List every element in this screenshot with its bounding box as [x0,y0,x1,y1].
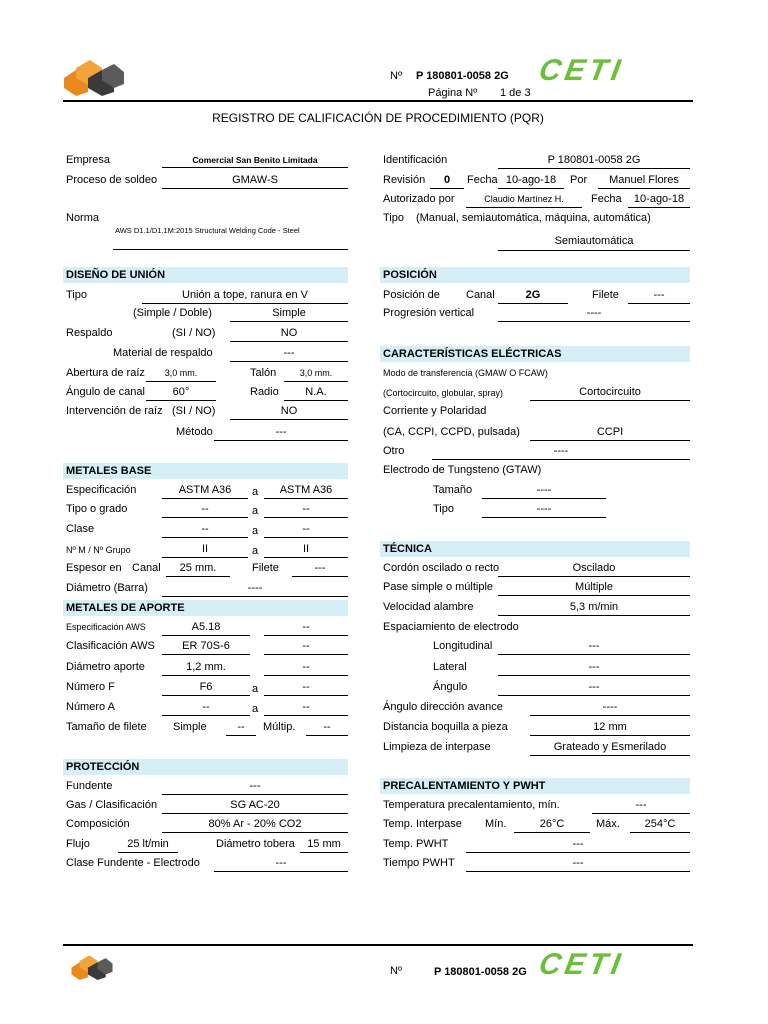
tungsteno-tipo-value: ---- [482,503,606,518]
tamano-filete-label: Tamaño de filete [66,721,147,733]
metal-base-value-2: II [264,543,348,558]
otro-value: ---- [432,445,690,460]
metal-aporte-value-1: F6 [162,681,250,696]
abertura-value: 3,0 mm. [146,368,216,382]
metal-aporte-value-2: -- [264,681,348,696]
diseno-tipo-label: Tipo [66,289,87,301]
espaciamiento-sub-label: Ángulo [433,681,468,693]
svg-text:CETI: CETI [540,950,627,978]
tungsteno-label: Electrodo de Tungsteno (GTAW) [383,464,542,476]
respaldo-si-no: (SI / NO) [172,327,216,339]
respaldo-label: Respaldo [66,327,113,339]
intervencion-si-no: (SI / NO) [172,405,216,417]
page-title: REGISTRO DE CALIFICACIÓN DE PROCEDIMIENTO (PQR) [212,111,544,125]
ceti-logo [540,56,686,87]
fecha-value: 10-ago-18 [498,174,564,189]
pwht-heading: PRECALENTAMIENTO Y PWHT [380,778,690,794]
footer-no-label: Nº [390,965,402,977]
footer-rule [63,944,693,946]
flujo-value: 25 lt/min [118,838,178,853]
proceso-value: GMAW-S [162,174,348,189]
respaldo-value: NO [230,327,348,342]
diametro-barra-value: ---- [162,582,348,597]
tipo-value: Semiautomática [498,235,690,251]
posicion-filete-value: --- [628,289,690,304]
tamano-value: ---- [482,484,606,499]
fecha2-label: Fecha [591,193,622,205]
fecha2-value: 10-ago-18 [628,193,690,208]
interpase-max-label: Máx. [596,818,620,830]
intervencion-value: NO [230,405,348,420]
composicion-value: 80% Ar - 20% CO2 [162,818,348,833]
radio-label: Radio [250,386,279,398]
metal-aporte-value-2: -- [264,621,348,636]
tecnica-value: Múltiple [498,581,690,596]
modo-transferencia-value: Cortocircuito [530,386,690,401]
ident-value: P 180801-0058 2G [498,154,690,169]
header-page-label: Página Nº [428,87,478,99]
metal-base-a: a [252,545,259,557]
tipo-label: Tipo [383,212,404,224]
modo-transferencia-label: Modo de transferencia (GMAW O FCAW) [383,368,548,378]
tecnica-label: Limpieza de interpase [383,741,491,753]
autorizado-value: Claudio Martínez H. [466,194,582,208]
empresa-value: Comercial San Benito Limitada [162,155,348,168]
svg-text:CETI: CETI [540,56,627,84]
metales-aporte-heading: METALES DE APORTE [63,600,348,616]
tecnica-label: Ángulo dirección avance [383,701,503,713]
espesor-filete-value: --- [292,562,348,577]
material-respaldo-value: --- [230,347,348,362]
header-page-value: 1 de 3 [500,87,531,99]
header-doc-number: P 180801-0058 2G [416,70,509,82]
metal-aporte-label: Clasificación AWS [66,640,155,652]
temp-precal-value: --- [592,799,690,814]
metal-aporte-label: Número F [66,681,115,693]
empresa-label: Empresa [66,154,111,166]
espesor-filete-label: Filete [252,562,279,574]
filete-simple-label: Simple [173,721,207,733]
metal-aporte-value-1: ER 70S-6 [162,640,250,655]
tecnica-heading: TÉCNICA [380,541,690,557]
norma-value: AWS D1.1/D1.1M:2015 Structural Welding Code - Steel [115,226,300,235]
revision-label: Revisión [383,174,426,186]
otro-label: Otro [383,445,405,457]
corriente-label: Corriente y Polaridad [383,405,487,417]
proteccion-heading: PROTECCIÓN [63,759,348,775]
tecnica-label: Pase simple o múltiple [383,581,494,593]
tiempo-pwht-label: Tiempo PWHT [383,857,455,869]
abertura-label: Abertura de raíz [66,367,145,379]
clase-fundente-value: --- [214,857,348,872]
espaciamiento-sub-value: --- [498,681,690,696]
company-logo [62,58,126,96]
clase-fundente-label: Clase Fundente - Electrodo [66,857,200,869]
header-no-label: Nº [390,70,402,82]
footer-doc-number: P 180801-0058 2G [434,966,527,978]
intervencion-label: Intervención de raíz [66,405,163,417]
proceso-label: Proceso de soldeo [66,174,158,186]
metodo-value: --- [214,426,348,441]
metal-base-value-2: -- [264,503,348,518]
interpase-min-label: Mín. [485,818,507,830]
fundente-label: Fundente [66,780,113,792]
metal-base-label: Nº M / Nº Grupo [66,545,131,555]
metal-aporte-label: Especificación AWS [66,622,146,632]
talon-label: Talón [250,367,277,379]
filete-multip-label: Múltip. [263,721,296,733]
footer-ceti-logo [540,950,686,981]
espesor-label: Espesor en [66,562,122,574]
metal-base-a: a [252,505,259,517]
filete-multip-value: -- [306,721,348,736]
corriente-hint: (CA, CCPI, CCPD, pulsada) [383,426,520,438]
gas-value: SG AC-20 [162,799,348,814]
tungsteno-tipo-label: Tipo [433,503,454,515]
espaciamiento-label: Espaciamiento de electrodo [383,621,519,633]
tecnica-label: Cordón oscilado o recto [383,562,500,574]
temp-pwht-label: Temp. PWHT [383,838,449,850]
interpase-label: Temp. Interpase [383,818,462,830]
diseno-tipo-value: Unión a tope, ranura en V [142,289,348,304]
electricas-heading: CARACTERÍSTICAS ELÉCTRICAS [380,346,690,362]
espaciamiento-sub-label: Longitudinal [433,640,493,652]
footer-company-logo [62,954,122,980]
por-value: Manuel Flores [598,174,690,189]
ident-label: Identificación [383,154,448,166]
metal-aporte-label: Número A [66,701,115,713]
temp-pwht-value: --- [466,838,690,853]
metal-base-value-1: II [162,543,248,558]
posicion-filete-label: Filete [592,289,619,301]
revision-value: 0 [430,174,464,189]
posicion-canal-label: Canal [466,289,495,301]
posicion-canal-value: 2G [498,289,568,304]
norma-underline [113,237,348,250]
talon-value: 3,0 mm. [284,368,348,382]
filete-simple-value: -- [226,721,256,736]
metal-base-label: Especificación [66,484,137,496]
diseno-heading: DISEÑO DE UNIÓN [63,267,348,283]
tecnica-value: 12 mm [530,721,690,736]
interpase-max-value: 254°C [630,818,690,833]
corriente-value: CCPI [530,426,690,441]
metal-base-value-1: -- [162,503,248,518]
progresion-value: ---- [498,307,690,322]
metal-aporte-value-1: 1,2 mm. [162,661,250,676]
gas-label: Gas / Clasificación [66,799,158,811]
tecnica-value: Grateado y Esmerilado [530,741,690,756]
espesor-canal-label: Canal [132,562,161,574]
progresion-label: Progresión vertical [383,307,475,319]
radio-value: N.A. [284,386,348,401]
metodo-label: Método [176,426,213,438]
posicion-label: Posición de [383,289,440,301]
header-rule [63,100,693,102]
tecnica-value: 5,3 m/min [498,601,690,616]
material-respaldo-label: Material de respaldo [113,347,213,359]
tecnica-value: ---- [530,701,690,716]
tamano-label: Tamaño [433,484,473,496]
tecnica-label: Distancia boquilla a pieza [383,721,508,733]
metal-base-label: Clase [66,523,95,535]
espaciamiento-sub-label: Lateral [433,661,467,673]
modo-transferencia-hint: (Cortocircuito, globular, spray) [383,388,504,398]
tecnica-label: Velocidad alambre [383,601,474,613]
posicion-heading: POSICIÓN [380,267,690,283]
metal-aporte-value-2: -- [264,701,348,716]
autorizado-label: Autorizado por [383,193,455,205]
tecnica-value: Oscilado [498,562,690,577]
metal-aporte-a: a [252,703,259,715]
norma-label: Norma [66,212,100,224]
diametro-barra-label: Diámetro (Barra) [66,582,148,594]
metal-base-value-1: -- [162,523,248,538]
metal-aporte-a: a [252,683,259,695]
tobera-label: Diámetro tobera [216,838,295,850]
metal-aporte-label: Diámetro aporte [66,661,145,673]
tobera-value: 15 mm [300,838,348,853]
flujo-label: Flujo [66,838,90,850]
simple-doble-label: (Simple / Doble) [133,307,212,319]
metal-base-a: a [252,525,259,537]
tipo-hint: (Manual, semiautomática, máquina, automática) [416,212,651,224]
metal-aporte-value-2: -- [264,640,348,655]
espesor-value: 25 mm. [166,562,230,577]
espaciamiento-sub-value: --- [498,661,690,676]
interpase-min-value: 26°C [514,818,590,833]
simple-doble-value: Simple [230,307,348,322]
metales-base-heading: METALES BASE [63,463,348,479]
metal-aporte-value-1: A5.18 [162,621,250,636]
metal-base-value-2: ASTM A36 [264,484,348,499]
tiempo-pwht-value: --- [466,857,690,872]
angulo-canal-value: 60° [146,386,216,401]
metal-base-label: Tipo o grado [66,503,128,515]
metal-aporte-value-2: -- [264,661,348,676]
fundente-value: --- [162,780,348,795]
metal-base-value-1: ASTM A36 [162,484,248,499]
espaciamiento-sub-value: --- [498,640,690,655]
fecha-label: Fecha [467,174,498,186]
metal-base-a: a [252,486,259,498]
metal-base-value-2: -- [264,523,348,538]
metal-aporte-value-1: -- [162,701,250,716]
temp-precal-label: Temperatura precalentamiento, mín. [383,799,560,811]
angulo-canal-label: Ángulo de canal [66,386,145,398]
por-label: Por [570,174,588,186]
composicion-label: Composición [66,818,130,830]
